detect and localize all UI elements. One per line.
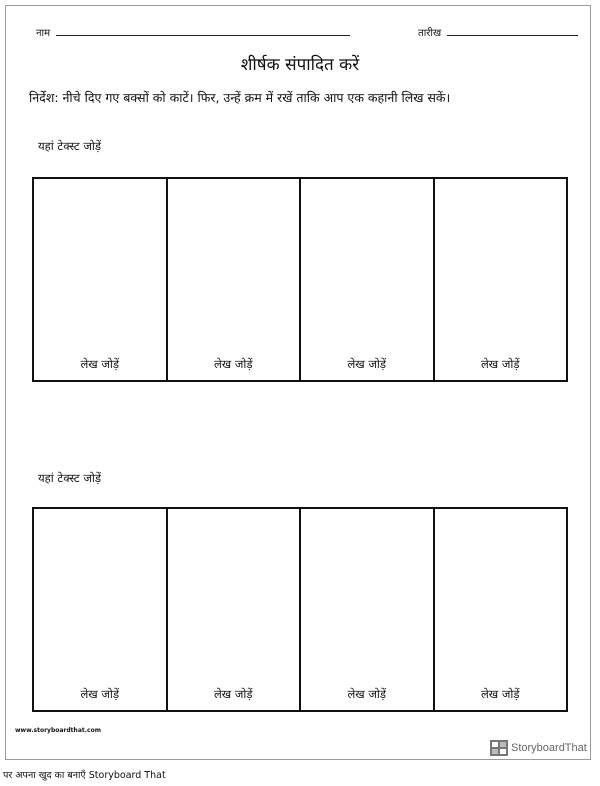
footer-url[interactable]: www.storyboardthat.com [15,727,101,734]
cell-caption[interactable]: लेख जोड़ें [213,687,253,701]
date-label: तारीख [418,28,442,39]
cell-caption[interactable]: लेख जोड़ें [480,357,520,371]
storyboard-cell[interactable] [301,179,435,380]
bottom-credit-link[interactable]: पर अपना खुद का बनाएँ Storyboard That [3,770,166,781]
storyboard-row-2 [32,507,568,712]
cell-caption[interactable]: लेख जोड़ें [347,687,387,701]
cell-caption[interactable]: लेख जोड़ें [213,357,253,371]
storyboard-cell[interactable] [435,509,567,710]
section-1-label[interactable]: यहां टेक्स्ट जोड़ें [38,139,101,153]
worksheet-title[interactable]: शीर्षक संपादित करें [240,55,360,75]
storyboard-cell[interactable] [34,509,168,710]
storyboard-cell[interactable] [168,509,302,710]
name-label: नाम [36,28,51,39]
cell-caption[interactable]: लेख जोड़ें [80,357,120,371]
storyboard-logo-icon [490,740,508,756]
cell-caption[interactable]: लेख जोड़ें [480,687,520,701]
instructions-text: निर्देश: नीचे दिए गए बक्सों को काटें। फिर, उन्हें क्रम में रखें ताकि आप एक कहानी लिख सकें। [29,90,451,105]
cell-caption[interactable]: लेख जोड़ें [80,687,120,701]
logo-text: StoryboardThat [511,742,587,754]
storyboardthat-logo[interactable] [490,740,587,756]
storyboard-cell[interactable] [168,179,302,380]
section-2-label[interactable]: यहां टेक्स्ट जोड़ें [38,471,101,485]
storyboard-cell[interactable] [34,179,168,380]
storyboard-cell[interactable] [435,179,567,380]
storyboard-row-1 [32,177,568,382]
date-field-line[interactable] [447,35,578,36]
name-field-line[interactable] [56,35,350,36]
cell-caption[interactable]: लेख जोड़ें [347,357,387,371]
storyboard-cell[interactable] [301,509,435,710]
